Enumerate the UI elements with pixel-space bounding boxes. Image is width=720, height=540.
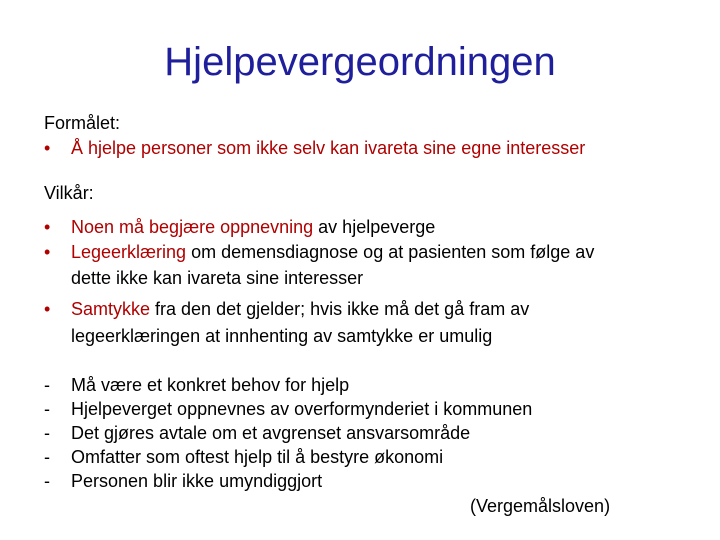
dash-item-text: Hjelpeverget oppnevnes av overformynderiet i kommunen — [71, 399, 533, 419]
purpose-heading: Formålet: — [44, 113, 121, 133]
condition-rest: om demensdiagnose og at pasienten som følge av — [186, 242, 595, 262]
dash-marker: - — [44, 375, 50, 395]
condition-text — [71, 297, 529, 321]
bullet-marker: • — [44, 299, 51, 319]
condition-text — [71, 215, 435, 239]
condition-highlight: Noen må begjære oppnevning — [71, 217, 314, 237]
bullet-marker: • — [44, 217, 51, 237]
condition-highlight: Legeerklæring — [71, 242, 187, 262]
condition-highlight: Samtykke — [71, 299, 151, 319]
law-citation: (Vergemålsloven) — [470, 496, 611, 516]
condition-rest: av hjelpeverge — [313, 217, 436, 237]
purpose-bullet-text: Å hjelpe personer som ikke selv kan ivareta sine egne interesser — [71, 138, 586, 158]
condition-rest: fra den det gjelder; hvis ikke må det gå fram av — [150, 299, 530, 319]
dash-marker: - — [44, 423, 50, 443]
dash-marker: - — [44, 471, 50, 491]
dash-marker: - — [44, 399, 50, 419]
dash-item-text: Det gjøres avtale om et avgrenset ansvarsområde — [71, 423, 471, 443]
bullet-marker: • — [44, 242, 51, 262]
condition-text — [71, 240, 594, 264]
dash-item-text: Omfatter som oftest hjelp til å bestyre økonomi — [71, 447, 444, 467]
condition-line2: dette ikke kan ivareta sine interesser — [71, 268, 364, 288]
conditions-heading: Vilkår: — [44, 183, 94, 203]
condition-line2: legeerklæringen at innhenting av samtykke er umulig — [71, 326, 493, 346]
page-title: Hjelpevergeordningen — [164, 40, 556, 84]
dash-item-text: Personen blir ikke umyndiggjort — [71, 471, 323, 491]
dash-item-text: Må være et konkret behov for hjelp — [71, 375, 350, 395]
bullet-marker: • — [44, 138, 51, 158]
dash-marker: - — [44, 447, 50, 467]
